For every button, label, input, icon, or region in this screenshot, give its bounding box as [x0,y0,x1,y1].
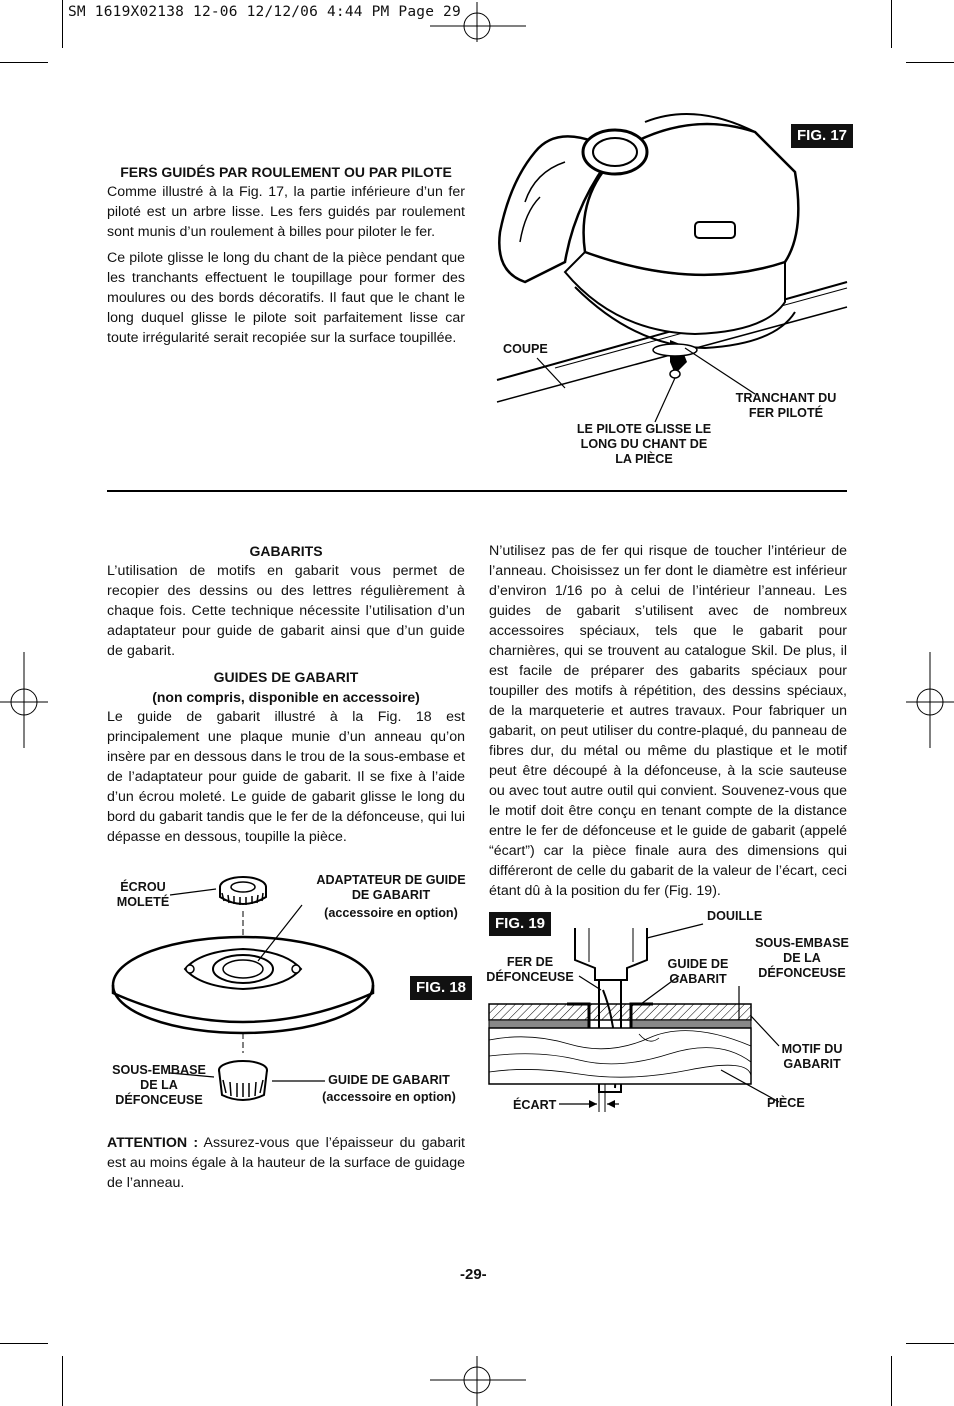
crop-mark [906,1343,954,1344]
paragraph: N’utilisez pas de fer qui risque de toucher l’intérieur de l’anneau. Choisissez un fer dont le diamètre est inférieur d’environ 1/16 po à celui de l’intérieur l’anneau. Les guides de gabarit s’utilisent avec de nombreux accessoires spéciaux, tels que le gabarit pour charnières, qui se trouvent au catalogue Skil. De plus, il est facile de préparer des gabarits spéciaux pour toupiller des motifs à répétition, des dessins spéciaux, de la marqueterie et autres travaux. Pour fabriquer un gabarit, on peut utiliser du contre-plaqué, du panneau de fibres dur, du métal ou même du plastique et le motif peut être découpé à la défonceuse, à la scie sauteuse ou avec tout autre outil qui convient. Souvenez-vous que le motif doit être conçu en tenant compte de la distance entre le fer de défonceuse et le guide de gabarit (appelé “écart”) car la pièce finale aura des dimensions qui différeront de celle du gabarit de la valeur de l’écart, ceci étant dû à la position du fer (Fig. 19). [489,543,847,899]
paragraph: Comme illustré à la Fig. 17, la partie inférieure d’un fer piloté est un arbre lisse. Les fers guidés par roulement sont munis d’un roulement à billes pour piloter le fer. [107,184,465,240]
section-bearing-bits [107,162,465,354]
fig19-label-piece: PIÈCE [767,1096,805,1110]
attention-text: Assurez-vous que l’épaisseur du gabarit est au moins égale à la hauteur de la surface de guidage de l’anneau. [107,1135,465,1191]
right-column-text [489,541,847,907]
section-body [107,707,465,847]
registration-mark-right [906,652,954,748]
fig19-offset-diagram [489,920,751,1115]
fig18-label-adaptateur: ADAPTATEUR DE GUIDE DE GABARIT [316,873,466,902]
fig19-label-douille: DOUILLE [707,909,763,923]
print-slug: SM 1619X02138 12-06 12/12/06 4:44 PM Page 29 [68,4,461,20]
fig18-badge: FIG. 18 [410,976,472,1000]
fig18-label-ecrou: ÉCROU MOLETÉ [116,880,170,909]
fig17-badge: FIG. 17 [791,124,853,148]
fig17-label-coupe: COUPE [503,342,548,356]
crop-mark [62,1356,63,1406]
fig19-badge: FIG. 19 [489,912,551,936]
section-body [107,561,465,661]
section-title: GUIDES DE GABARIT [213,669,359,685]
paragraph: L’utilisation de motifs en gabarit vous permet de recopier des dessins ou des lettres régulièrement à chaque fois. Cette technique nécessite l’utilisation d’un adaptateur pour guide de gabarit ainsi que d’un guide de gabarit. [107,563,465,659]
fig18-label-guide-note: (accessoire en option) [322,1090,456,1104]
crop-mark [906,62,954,63]
fig19-label-guide: GUIDE DE GABARIT [667,957,729,986]
fig19-label-ecart: ÉCART [513,1098,557,1112]
fig19-label-fer: FER DE DÉFONCEUSE [486,955,574,984]
section-divider [107,490,847,492]
paragraph: Le guide de gabarit illustré à la Fig. 18 est principalement une plaque munie d’un anneau qu’on insère par en dessous dans le trou de la sous-embase et de l’adaptateur pour guide de gabarit. Il se fixe à l’aide d’un écrou moleté. Le guide de gabarit glisse le long du bord du gabarit tandis que le fer de la défonceuse, qui lui dépasse en dessous, toupille la pièce. [107,709,465,845]
section-subtitle: (non compris, disponible en accessoire) [152,689,420,705]
section-templates [107,541,465,853]
fig19-label-motif: MOTIF DU GABARIT [781,1042,843,1071]
section-title: GABARITS [249,543,323,559]
attention-note [107,1133,465,1193]
fig18-label-adaptateur-note: (accessoire en option) [324,906,458,920]
registration-mark-left [0,652,48,748]
fig18-label-guide: GUIDE DE GABARIT [328,1073,450,1087]
section-title: FERS GUIDÉS PAR ROULEMENT OU PAR PILOTE [120,164,452,180]
crop-mark [0,1343,48,1344]
fig19-label-sous-embase: SOUS-EMBASE DE LA DÉFONCEUSE [755,936,849,980]
fig17-label-tranchant: TRANCHANT DU FER PILOTÉ [735,391,837,420]
page-number: -29- [460,1266,487,1283]
crop-mark [62,0,63,48]
crop-mark [891,1356,892,1406]
registration-mark-bottom [430,1356,526,1406]
crop-mark [0,62,48,63]
attention-label: ATTENTION : [107,1135,199,1151]
fig17-label-pilote: LE PILOTE GLISSE LE LONG DU CHANT DE LA PIÈCE [576,422,712,466]
fig18-label-sous-embase: SOUS-EMBASE DE LA DÉFONCEUSE [112,1063,206,1107]
fig17-router-illustration [495,112,847,412]
paragraph: Ce pilote glisse le long du chant de la pièce pendant que les tranchants effectuent le toupillage pour former des moulures ou des bords décoratifs. Il faut que le chant le long duquel glisse le pilote soit parfaitement lisse car toute irrégularité serait recopiée sur la surface toupillée. [107,250,465,346]
crop-mark [891,0,892,48]
section-body [107,182,465,348]
